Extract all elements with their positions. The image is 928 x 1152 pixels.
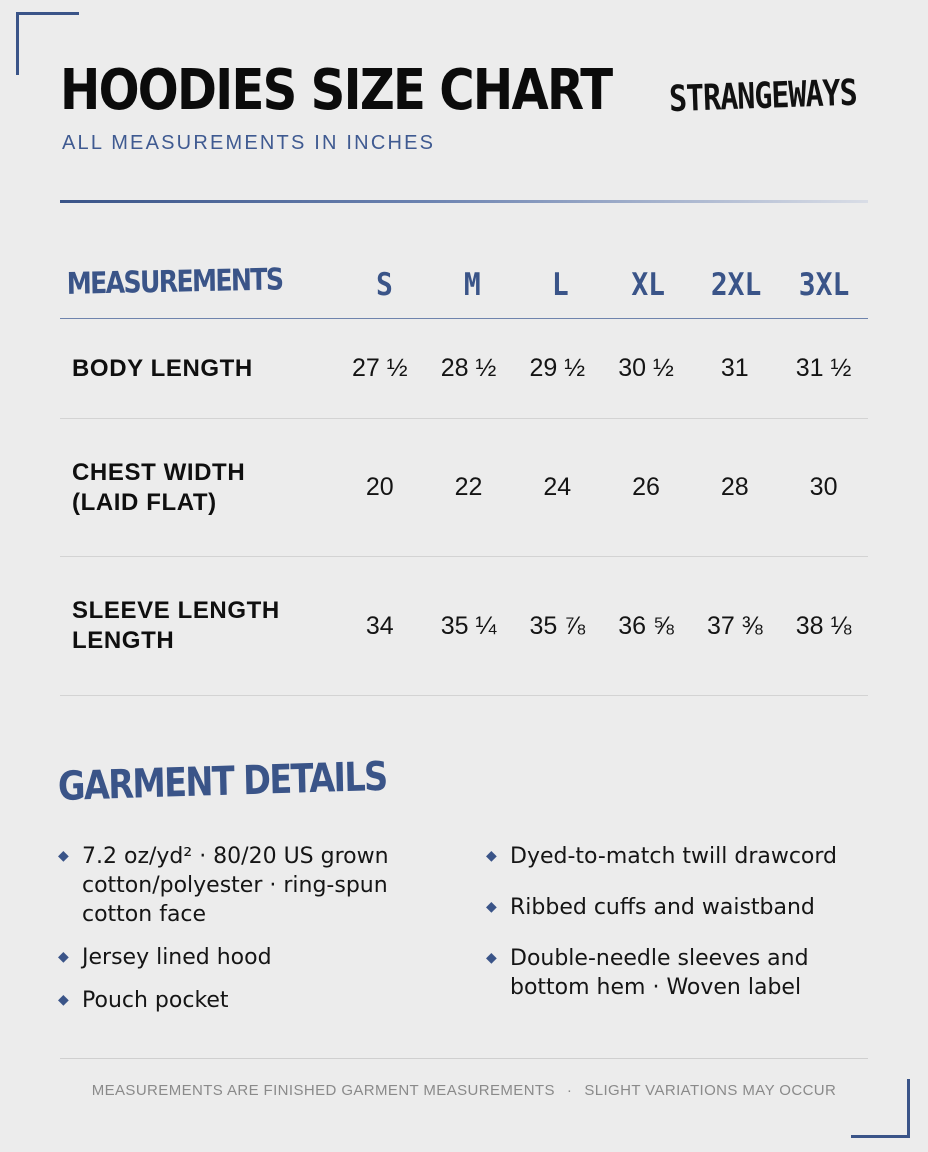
footer-note-left: MEASUREMENTS ARE FINISHED GARMENT MEASUREMENTS	[91, 1082, 555, 1099]
list-item	[58, 943, 458, 972]
table-header-row	[60, 250, 868, 319]
footer-separator: ·	[566, 1082, 573, 1099]
list-item	[486, 893, 866, 922]
table-cell: 35 ⅞	[529, 611, 586, 640]
details-list-left	[58, 842, 458, 1029]
table-cell: 28	[720, 473, 749, 501]
size-header-m: M	[463, 265, 481, 303]
diamond-icon: ◆	[58, 949, 69, 965]
table-cell: 20	[365, 473, 394, 501]
garment-details-title: GARMENT DETAILS	[57, 753, 388, 810]
row-label-line: (LAID FLAT)	[72, 488, 217, 516]
table-row-sleeve-length	[60, 557, 868, 696]
diamond-icon: ◆	[486, 899, 497, 915]
table-cell: 35 ¼	[440, 611, 497, 640]
row-label-body-length	[60, 354, 335, 384]
size-header-s: S	[376, 265, 393, 303]
list-item	[58, 842, 458, 929]
table-cell: 31 ½	[795, 354, 852, 382]
list-item	[58, 986, 458, 1015]
diamond-icon: ◆	[58, 992, 69, 1008]
footer-divider	[60, 1058, 868, 1059]
table-cell: 29 ½	[529, 354, 586, 382]
size-header-l: L	[551, 265, 569, 303]
table-cell: 27 ½	[351, 354, 408, 382]
size-header-2xl: 2XL	[710, 265, 762, 303]
list-item-text: Dyed-to-match twill drawcord	[510, 844, 838, 869]
list-item-text: Jersey lined hood	[82, 945, 272, 970]
size-table	[60, 250, 868, 696]
footer-note	[60, 1082, 868, 1099]
footer-note-right: SLIGHT VARIATIONS MAY OCCUR	[584, 1082, 837, 1099]
brand-name: STRANGEWAYS	[668, 71, 858, 121]
row-label-chest-width	[60, 458, 335, 518]
diamond-icon: ◆	[58, 848, 69, 864]
list-item-text: Double-needle sleeves and bottom hem · Woven label	[510, 946, 809, 1000]
size-header-3xl: 3XL	[798, 265, 850, 303]
row-label-line: LENGTH	[72, 627, 175, 654]
table-cell: 26	[632, 473, 660, 501]
page-title: HOODIES SIZE CHART	[60, 58, 612, 123]
table-cell: 37 ⅜	[707, 611, 763, 640]
measurements-header: MEASUREMENTS	[66, 261, 283, 302]
table-cell: 22	[454, 473, 483, 501]
page-subtitle: ALL MEASUREMENTS IN INCHES	[62, 132, 436, 154]
row-label-line: CHEST WIDTH	[72, 458, 246, 486]
table-cell: 28 ½	[440, 354, 497, 382]
row-label-sleeve-length	[60, 596, 335, 656]
row-label-line: BODY LENGTH	[72, 354, 253, 382]
brand-logo	[650, 64, 876, 128]
size-header-xl: XL	[631, 265, 666, 303]
header-divider	[60, 200, 868, 203]
list-item	[486, 842, 866, 871]
table-row-body-length	[60, 319, 868, 419]
table-cell: 24	[543, 473, 572, 501]
list-item-text: Pouch pocket	[82, 988, 229, 1013]
table-cell: 38 ⅛	[795, 611, 852, 640]
list-item-text: 7.2 oz/yd² · 80/20 US grown cotton/polyester · ring-spun cotton face	[82, 844, 389, 927]
table-row-chest-width	[60, 419, 868, 557]
diamond-icon: ◆	[486, 950, 497, 966]
details-list-right	[486, 842, 866, 1016]
table-cell: 30 ½	[618, 354, 674, 382]
table-cell: 36 ⅝	[618, 611, 674, 640]
row-label-line: SLEEVE LENGTH	[72, 597, 280, 624]
table-cell: 30	[809, 473, 838, 501]
diamond-icon: ◆	[486, 848, 497, 864]
list-item-text: Ribbed cuffs and waistband	[510, 895, 815, 920]
table-cell: 31	[720, 354, 749, 382]
list-item	[486, 944, 866, 1002]
table-cell: 34	[365, 611, 394, 640]
